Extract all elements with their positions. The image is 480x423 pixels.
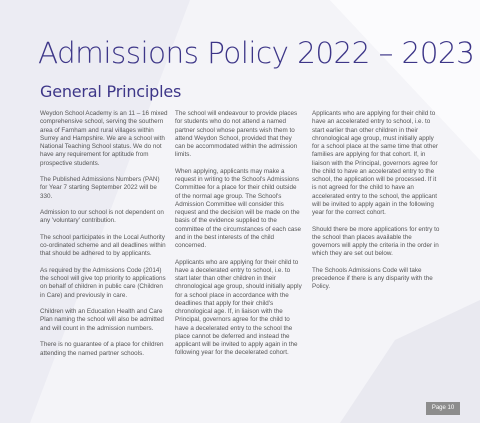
text-column-2 [175, 110, 303, 366]
paragraph: Weydon School Academy is an 11 – 16 mixed comprehensive school, serving the southern area of Farnham and rural villages within Surrey and Hampshire. We are a school with National Teaching School status. We do not have any requirement for aptitude from prospective students. [40, 110, 168, 167]
paragraph: The school will endeavour to provide places for students who do not attend a named partner school whose parents wish them to attend Weydon School, provided that they can be accommodated within the admission limits. [175, 110, 298, 159]
paragraph: Applicants who are applying for their child to have a decelerated entry to school, i.e. to start later than other children in their chronological age group, should initially apply for a school place in accordance with the deadlines that apply for their child's chronological age. If, in liaison with the Principal, governors agree for the child to have a decelerated entry to the school the place cannot be deferred and instead the applicant will be invited to apply again in the following year for the decelerated cohort. [175, 258, 302, 357]
paragraph: The school participates in the Local Authority co-ordinated scheme and all deadlines within that should be adhered to by applicants. [40, 233, 166, 258]
paragraph: There is no guarantee of a place for children attending the named partner schools. [40, 341, 164, 357]
paragraph: Applicants who are applying for their child to have an accelerated entry to school, i.e. to start earlier than other children in their chronological age group, must initially apply for a school place at the same time that other families are applying for that cohort. If, in liaison with the Principal, governors agree for the child to have an accelerated entry to the school, the application will be processed. If it is not agreed for the child to have an accelerated entry to the school, the applicant will be invited to apply again in the following year for the correct cohort. [312, 110, 439, 216]
paragraph: The Published Admissions Numbers (PAN) for Year 7 starting September 2022 will be 330. [40, 176, 160, 200]
paragraph: Should there be more applications for entry to the school than places available the governors will apply the criteria in the order in which they are set out below. [312, 225, 440, 258]
paragraph: The Schools Admissions Code will take precedence if there is any disparity with the Policy. [312, 266, 433, 291]
paragraph: As required by the Admissions Code (2014) the school will give top priority to applications on behalf of children in public care (Children in Care) and previously in care. [40, 266, 166, 299]
page-title: Admissions Policy 2022 – 2023 [38, 36, 475, 70]
page-number-tab: Page 10 [426, 402, 460, 415]
text-column-3 [312, 110, 440, 300]
text-column-1 [40, 110, 168, 366]
section-heading: General Principles [40, 82, 182, 101]
paragraph: Children with an Education Health and Care Plan naming the school will also be admitted and will count in the admission numbers. [40, 308, 164, 332]
paragraph: When applying, applicants may make a request in writing to the School's Admissions Committee for a place for their child outside of the normal age group. The School's Admission Committee will consider this request and the decision will be made on the basis of the evidence supplied to the committee of the circumstances of each case and in the best interests of the child concerned. [175, 167, 301, 250]
paragraph: Admission to our school is not dependent on any 'voluntary' contribution. [40, 209, 164, 225]
